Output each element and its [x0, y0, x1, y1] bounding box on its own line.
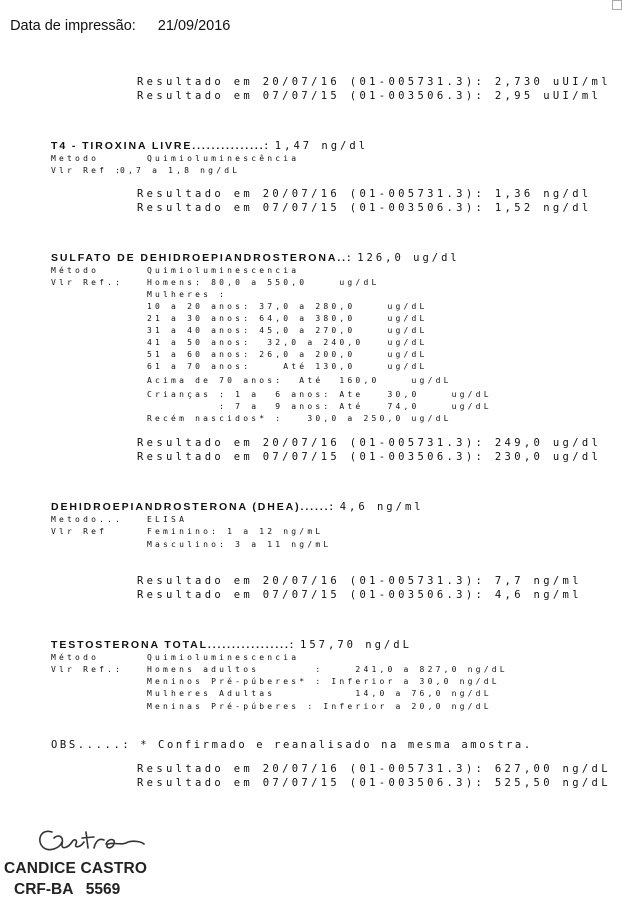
- signer-name: CANDICE CASTRO: [4, 860, 148, 877]
- method-label: Método: [51, 653, 100, 662]
- print-date-header: [2, 2, 230, 34]
- method-label: Metodo...: [51, 515, 124, 524]
- method-value: Quimioluminescência: [147, 154, 300, 163]
- result-line: Resultado em 20/07/16 (01-005731.3): 249,0 ug/dl: [137, 437, 602, 449]
- ref-line: Homens: 80,0 a 550,0 ug/dL: [147, 278, 380, 287]
- ref-line: 31 a 40 anos: 45,0 a 270,0 ug/dL: [147, 326, 428, 335]
- result-line: Resultado em 20/07/16 (01-005731.3): 1,36 ng/dl: [137, 188, 592, 200]
- crf-label: CRF-BA: [14, 881, 73, 898]
- result-line: Resultado em 20/07/16 (01-005731.3): 2,730 uUI/ml: [137, 76, 611, 88]
- ref-line: Homens adultos : 241,0 a 827,0 ng/dL: [147, 665, 508, 674]
- result-line: Resultado em 07/07/15 (01-003506.3): 4,6 ng/ml: [137, 589, 582, 601]
- result-line: Resultado em 20/07/16 (01-005731.3): 627,00 ng/dL: [137, 763, 611, 775]
- exam-title: [51, 501, 424, 513]
- exam-title: [51, 140, 368, 152]
- ref-line: Meninos Pré-púberes* : Inferior a 30,0 ng/dL: [147, 677, 500, 686]
- method-value: ELISA: [147, 515, 188, 524]
- exam-value: 4,6 ng/ml: [339, 501, 424, 513]
- crf-number: 5569: [85, 881, 121, 898]
- ref-line: 61 a 70 anos: Até 130,0 ug/dL: [147, 362, 428, 371]
- result-line: Resultado em 07/07/15 (01-003506.3): 230,0 ug/dl: [137, 451, 602, 463]
- ref-line: Mulheres :: [147, 290, 228, 299]
- method-label: Método: [51, 266, 100, 275]
- exam-title-text: SULFATO DE DEHIDROEPIANDROSTERONA..:: [51, 252, 353, 264]
- ref-line: Feminino: 1 a 12 ng/mL: [147, 527, 324, 536]
- ref-line: 10 a 20 anos: 37,0 a 280,0 ug/dL: [147, 302, 428, 311]
- obs-note: OBS.....: * Confirmado e reanalisado na mesma amostra.: [51, 739, 533, 751]
- signer-registration: [14, 881, 120, 899]
- handwritten-signature: [32, 824, 152, 860]
- ref-line: Acima de 70 anos: Até 160,0 ug/dL: [147, 376, 452, 385]
- ref-label: Vlr Ref: [51, 527, 108, 536]
- ref-value: 0,7 a 1,8 ng/dL: [120, 166, 241, 175]
- method-value: Quimioluminescencia: [147, 653, 300, 662]
- exam-title-text: T4 - TIROXINA LIVRE...............:: [51, 140, 270, 152]
- ref-line: Crianças : 1 a 6 anos: Ate 30,0 ug/dL: [147, 390, 492, 399]
- result-line: Resultado em 07/07/15 (01-003506.3): 2,95 uUI/ml: [137, 90, 602, 102]
- exam-value: 1,47 ng/dl: [274, 140, 369, 152]
- ref-line: : 7 a 9 anos: Até 74,0 ug/dL: [147, 402, 492, 411]
- method-label: Metodo: [51, 154, 100, 163]
- print-date-label: Data de impressão:: [10, 18, 136, 34]
- exam-title-text: TESTOSTERONA TOTAL.................:: [51, 639, 296, 651]
- ref-line: Mulheres Adultas 14,0 a 76,0 ng/dL: [147, 689, 492, 698]
- method-value: Quimioluminescencia: [147, 266, 300, 275]
- ref-line: Meninas Pré-púberes : Inferior a 20,0 ng/dL: [147, 702, 492, 711]
- ref-line: 21 a 30 anos: 64,0 a 380,0 ug/dL: [147, 314, 428, 323]
- ref-label: Vlr Ref.:: [51, 665, 124, 674]
- result-line: Resultado em 07/07/15 (01-003506.3): 1,52 ng/dl: [137, 202, 592, 214]
- ref-label: Vlr Ref.:: [51, 278, 124, 287]
- exam-title-text: DEHIDROEPIANDROSTERONA (DHEA)......:: [51, 501, 335, 513]
- ref-line: Recém nascidos* : 30,0 a 250,0 ug/dL: [147, 414, 452, 423]
- result-line: Resultado em 07/07/15 (01-003506.3): 525,50 ng/dL: [137, 777, 611, 789]
- exam-title: [51, 639, 412, 651]
- ref-line: Masculino: 3 a 11 ng/mL: [147, 540, 332, 549]
- ref-label: Vlr Ref :: [51, 166, 124, 175]
- result-line: Resultado em 20/07/16 (01-005731.3): 7,7 ng/ml: [137, 575, 582, 587]
- corner-mark: [612, 0, 622, 10]
- exam-value: 126,0 ug/dl: [357, 252, 460, 264]
- ref-line: 41 a 50 anos: 32,0 a 240,0 ug/dL: [147, 338, 428, 347]
- exam-value: 157,70 ng/dL: [300, 639, 412, 651]
- exam-title: [51, 252, 460, 264]
- print-date-value: 21/09/2016: [157, 18, 231, 34]
- ref-line: 51 a 60 anos: 26,0 a 200,0 ug/dL: [147, 350, 428, 359]
